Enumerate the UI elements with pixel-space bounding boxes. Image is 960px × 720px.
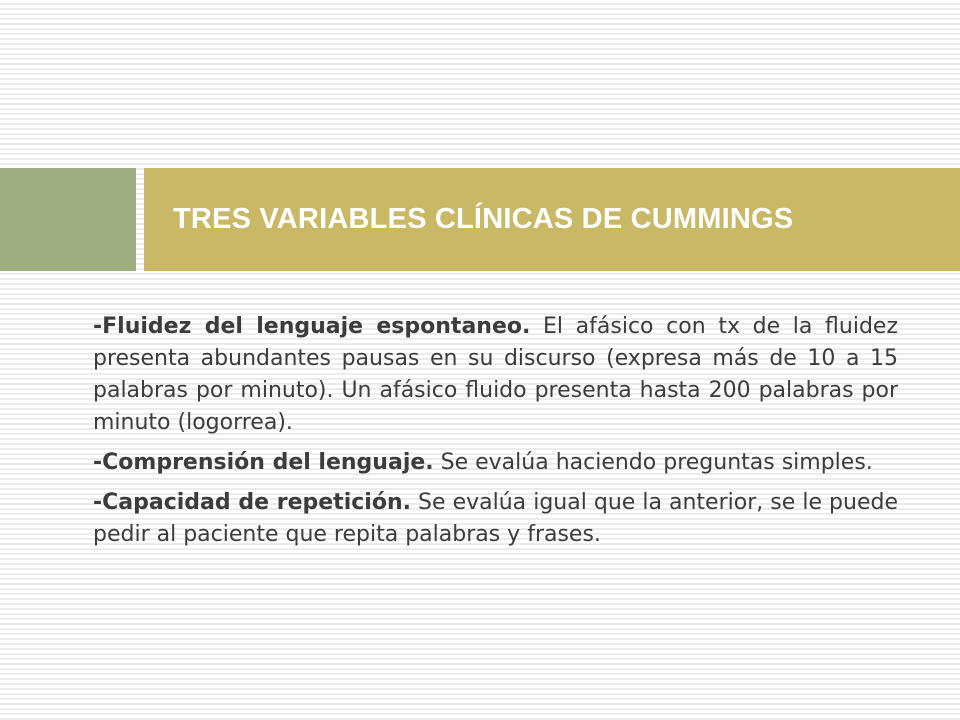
paragraph-comprension: [93, 447, 898, 479]
paragraph-lead: -Comprensión del lenguaje.: [93, 450, 434, 475]
slide-title: TRES VARIABLES CLÍNICAS DE CUMMINGS: [173, 203, 794, 235]
paragraph-repeticion: [93, 487, 898, 551]
title-bar: [144, 168, 960, 271]
paragraph-text: El afásico con tx de la fluidez presenta abundantes pausas en su discurso (expresa más de 10 a 15 palabras por minuto). Un afásico fluido presenta hasta 200 palabras por minuto (logorrea).: [93, 314, 898, 435]
paragraph-text: Se evalúa haciendo preguntas simples.: [433, 450, 873, 475]
paragraph-lead: -Capacidad de repetición.: [93, 490, 411, 515]
slide-body: [93, 311, 898, 559]
paragraph-lead: -Fluidez del lenguaje espontaneo.: [93, 314, 531, 339]
paragraph-text: Se evalúa igual que la anterior, se le puede pedir al paciente que repita palabras y frases.: [93, 490, 898, 547]
paragraph-fluidez: [93, 311, 898, 439]
accent-block: [0, 168, 136, 271]
